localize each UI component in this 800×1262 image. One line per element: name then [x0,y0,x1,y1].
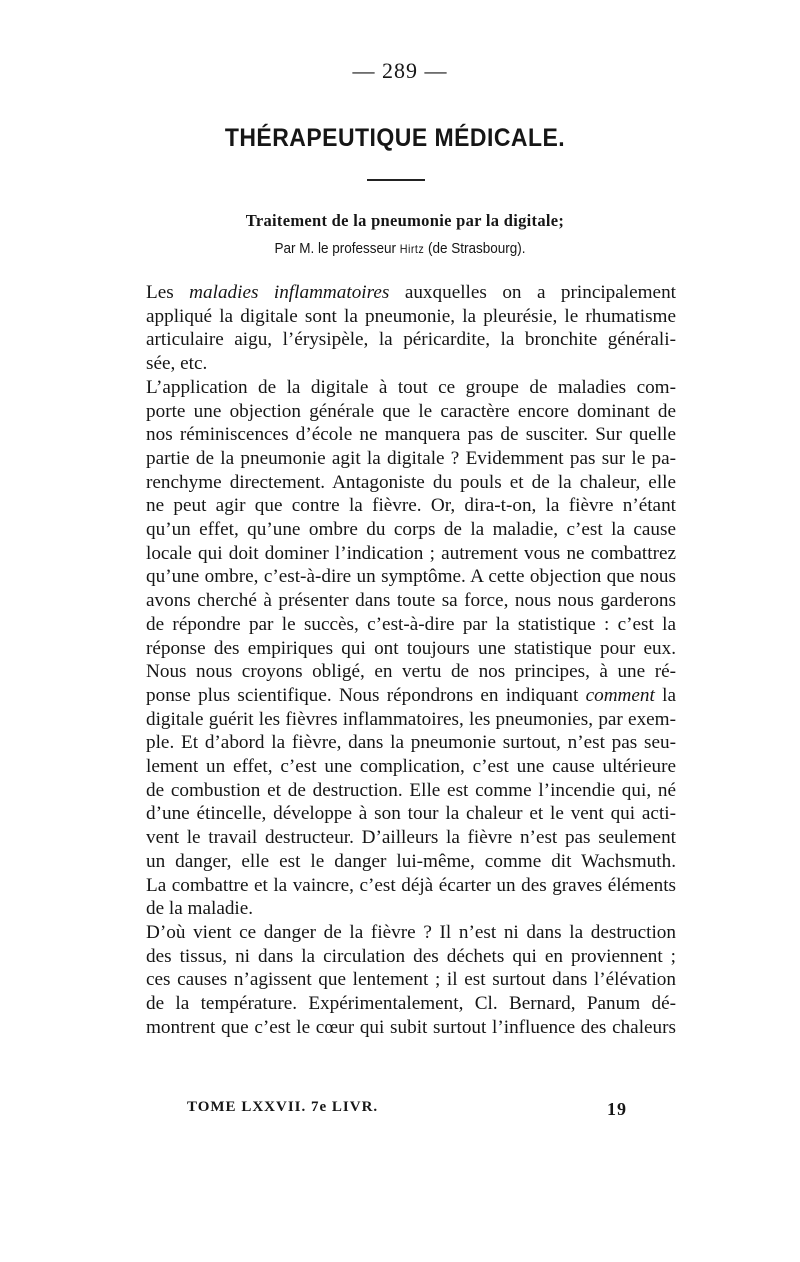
article-body [128,281,676,1040]
text-line: La combattre et la vaincre, c’est déjà écarter un des graves éléments [146,874,676,896]
signature-mark: 19 [607,1099,627,1119]
text-line: articulaire aigu, l’érysipèle, la péricardite, la bronchite générali- [146,329,676,351]
text-line: d’une étincelle, développe à son tour la chaleur et le vent qui acti- [146,803,676,825]
byline-suffix: (de Strasbourg). [427,240,526,257]
text-line: nos réminiscences d’école ne manquera pas de susciter. Sur quelle [146,424,676,446]
text-line: de la température. Expérimentalement, Cl. Bernard, Panum dé- [146,993,676,1015]
text-line: partie de la pneumonie agit la digitale ? Evidemment pas sur le pa- [146,447,676,469]
page-footer [187,1099,627,1119]
paragraph-3 [128,921,676,1040]
text-line: avons cherché à présenter dans toute sa force, nous nous garderons [146,590,676,612]
text-line: locale qui doit dominer l’indication ; autrement vous ne combattrez [146,542,676,564]
text-line: Nous nous croyons obligé, en vertu de nos principes, à une ré- [146,661,676,683]
text-line: de la maladie. [146,898,254,920]
article-title: Traitement de la pneumonie par la digitale; [245,211,565,230]
text-line: réponse des empiriques qui ont toujours une statistique pour eux. [146,637,676,659]
text-line: ces causes n’agissent que lentement ; il est surtout dans l’élévation [146,969,676,991]
title-rule [367,179,425,181]
text-line: L’application de la digitale à tout ce groupe de maladies com- [146,376,676,398]
text-line: un danger, elle est le danger lui-même, comme dit Wachsmuth. [146,850,676,872]
footer-volume: TOME LXXVII. 7e LIVR. [187,1099,379,1115]
text-line: qu’une ombre, c’est-à-dire un symptôme. A cette objection que nous [146,566,676,588]
text-line: digitale guérit les fièvres inflammatoires, les pneumonies, par exem- [146,708,676,730]
text-line: des tissus, ni dans la circulation des déchets qui en proviennent ; [146,945,676,967]
text-line: de combustion et de destruction. Elle est comme l’incendie qui, né [146,779,676,801]
text-line: ne peut agir que contre la fièvre. Or, dira-t-on, la fièvre n’étant [146,495,676,517]
paragraph-1 [128,281,676,376]
article-byline [40,240,760,257]
page-number: — 289 — [352,58,448,83]
byline-prefix: Par M. le professeur [274,240,397,257]
text-line: vent le travail destructeur. D’ailleurs la fièvre n’est pas seulement [146,827,676,849]
byline-author: Hirtz [399,242,425,256]
text-line: sée, etc. [146,353,208,375]
text-line: ple. Et d’abord la fièvre, dans la pneumonie surtout, n’est pas seu- [146,732,676,754]
text-line: montrent que c’est le cœur qui subit surtout l’influence des chaleurs [146,1016,676,1038]
paragraph-2 [128,376,676,921]
text-line: Les maladies inflammatoires auxquelles on a principalement [146,282,676,303]
text-line: lement un effet, c’est une complication, c’est une cause ultérieure [146,756,676,778]
section-title: THÉRAPEUTIQUE MÉDICALE. [224,124,566,152]
text-line: D’où vient ce danger de la fièvre ? Il n’est ni dans la destruction [146,921,676,943]
text-line: porte une objection générale que le caractère encore dominant de [146,400,676,422]
text-line: appliqué la digitale sont la pneumonie, la pleurésie, le rhumatisme [146,305,676,327]
text-line: de répondre par le succès, c’est-à-dire par la statistique : c’est la [146,613,676,635]
text-line: qu’un effet, qu’une ombre du corps de la maladie, c’est la cause [146,519,676,541]
text-line: ponse plus scientifique. Nous répondrons en indiquant comment la [146,684,676,706]
text-line: renchyme directement. Antagoniste du pouls et de la chaleur, elle [146,471,676,493]
